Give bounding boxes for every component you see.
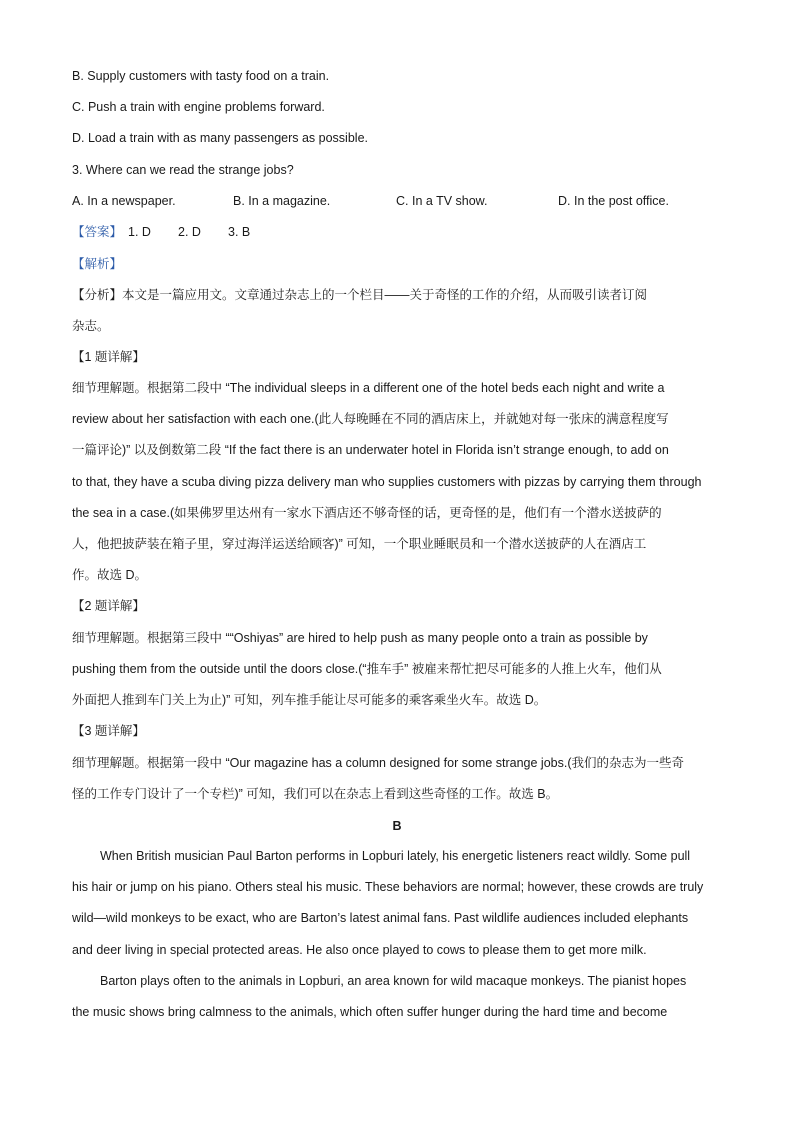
question-3: 3. Where can we read the strange jobs? [72, 163, 294, 177]
detail-1-line-5: the sea in a case.(如果佛罗里达州有一家水下酒店还不够奇怪的话，更奇怪的是，他们有一个潜水送披萨的 [72, 506, 662, 520]
answer-2: 2. D [178, 225, 201, 239]
answer-1: 1. D [128, 225, 151, 239]
analysis-line-1: 【分析】本文是一篇应用文。文章通过杂志上的一个栏目——关于奇怪的工作的介绍，从而吸引读者订阅 [72, 288, 648, 302]
answer-3: 3. B [228, 225, 251, 239]
analysis-label: 【解析】 [72, 257, 123, 271]
option-3d: D. In the post office. [558, 194, 669, 208]
analysis-line-2: 杂志。 [72, 319, 110, 333]
detail-2-heading: 【2 题详解】 [72, 599, 145, 613]
detail-1-line-1: 细节理解题。根据第二段中 “The individual sleeps in a different one of the hotel beds each night and write a [72, 381, 665, 395]
passage-p1-line-3: wild—wild monkeys to be exact, who are Barton’s latest animal fans. Past wildlife audiences included elephants [72, 911, 689, 925]
passage-p1-line-2: his hair or jump on his piano. Others steal his music. These behaviors are normal; however, these crowds are truly [72, 880, 704, 894]
detail-1-line-7: 作。故选 D。 [72, 568, 148, 582]
detail-2-line-2: pushing them from the outside until the doors close.(“推车手” 被雇来帮忙把尽可能多的人推上火车，他们从 [72, 662, 662, 676]
option-3c: C. In a TV show. [396, 194, 488, 208]
detail-3-heading: 【3 题详解】 [72, 724, 145, 738]
passage-p1-line-4: and deer living in special protected areas. He also once played to cows to please them to get more milk. [72, 943, 647, 957]
detail-3-line-1: 细节理解题。根据第一段中 “Our magazine has a column designed for some strange jobs.(我们的杂志为一些奇 [72, 756, 684, 770]
passage-p2-line-2: the music shows bring calmness to the animals, which often suffer hunger during the hard time and become [72, 1005, 668, 1019]
passage-p2-line-1: Barton plays often to the animals in Lopburi, an area known for wild macaque monkeys. The pianist hopes [100, 974, 687, 988]
detail-1-line-6: 人，他把披萨装在箱子里，穿过海洋运送给顾客)” 可知，一个职业睡眠员和一个潜水送披萨的人在酒店工 [72, 537, 647, 551]
passage-p1-line-1: When British musician Paul Barton performs in Lopburi lately, his energetic listeners react wildly. Some pull [100, 849, 691, 863]
detail-2-line-3: 外面把人推到车门关上为止)” 可知，列车推手能让尽可能多的乘客乘坐火车。故选 D。 [72, 693, 547, 707]
detail-1-line-3: 一篇评论)” 以及倒数第二段 “If the fact there is an underwater hotel in Florida isn’t strange enough, to add on [72, 443, 669, 457]
option-3b: B. In a magazine. [233, 194, 331, 208]
detail-1-heading: 【1 题详解】 [72, 350, 145, 364]
option-2b: B. Supply customers with tasty food on a train. [72, 69, 330, 83]
answer-label: 【答案】 [72, 225, 123, 239]
detail-1-line-2: review about her satisfaction with each one.(此人每晚睡在不同的酒店床上，并就她对每一张床的满意程度写 [72, 412, 669, 426]
option-3a: A. In a newspaper. [72, 194, 176, 208]
section-b-title: B [392, 819, 402, 833]
detail-2-line-1: 细节理解题。根据第三段中 ““Oshiyas” are hired to help push as many people onto a train as possible by [72, 631, 648, 645]
option-2d: D. Load a train with as many passengers as possible. [72, 131, 368, 145]
detail-3-line-2: 怪的工作专门设计了一个专栏)” 可知，我们可以在杂志上看到这些奇怪的工作。故选 B。 [72, 787, 559, 801]
detail-1-line-4: to that, they have a scuba diving pizza delivery man who supplies customers with pizzas by carrying them through [72, 475, 702, 489]
option-2c: C. Push a train with engine problems forward. [72, 100, 325, 114]
